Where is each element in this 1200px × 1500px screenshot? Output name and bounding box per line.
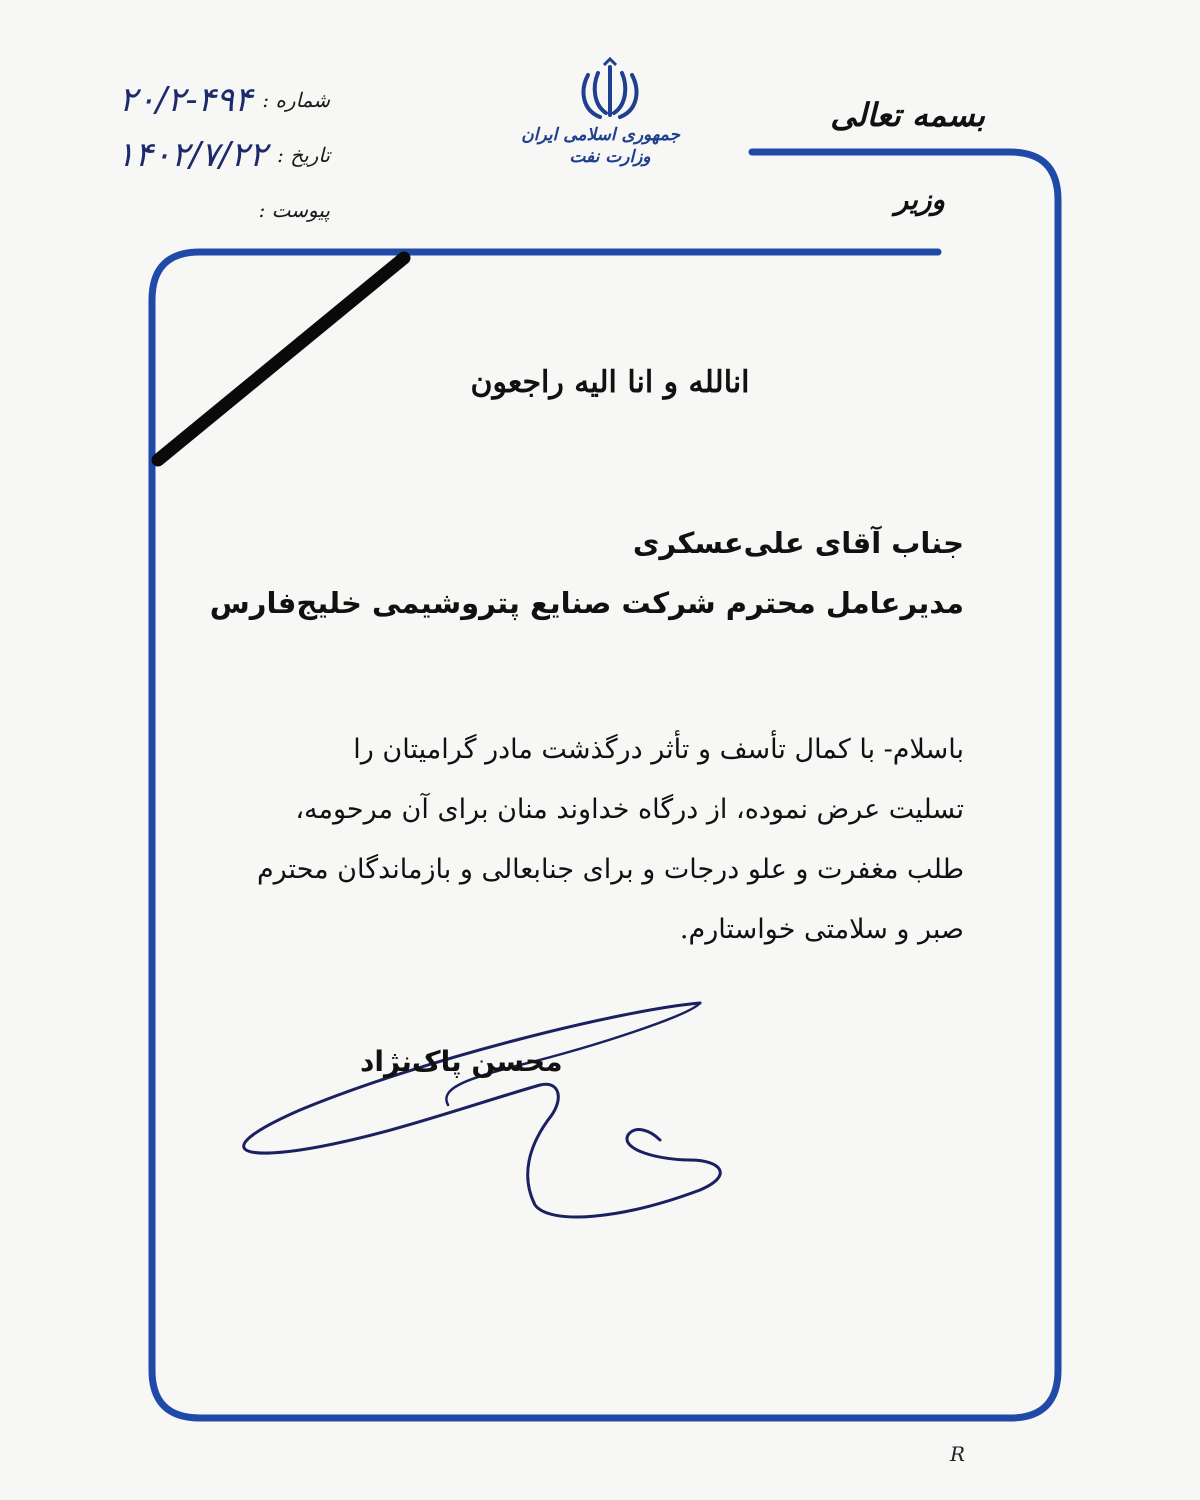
letter-attachment-row: [259, 198, 330, 222]
letter-date-row: [116, 135, 330, 175]
emblem-ministry-name: وزارت نفت: [569, 147, 651, 167]
signature-scribble: [244, 1003, 721, 1217]
signer-name: محسن پاک‌نژاد: [360, 1045, 563, 1078]
letter-number-label: شماره :: [262, 88, 330, 112]
bismillah-heading: بسمه تعالی: [830, 96, 985, 134]
letter-body-line: باسلام- با کمال تأسف و تأثر درگذشت مادر گرامیتان را: [353, 734, 964, 765]
recipient-name: جناب آقای علی‌عسکری: [632, 526, 964, 560]
mourning-band: [158, 258, 404, 460]
letter-body-line: صبر و سلامتی خواستارم.: [679, 914, 964, 945]
letter-body: [256, 720, 964, 960]
letter-date-label: تاریخ :: [277, 143, 330, 167]
letter-body-line: تسلیت عرض نموده، از درگاه خداوند منان برای آن مرحومه،: [295, 794, 964, 825]
letter-body-line: طلب مغفرت و علو درجات و برای جنابعالی و بازماندگان محترم: [256, 854, 964, 885]
iran-emblem-icon: [584, 59, 637, 117]
letter-attachment-label: پیوست :: [258, 198, 330, 222]
letter-date-value: ۱۴۰۲/۷/۲۲: [116, 135, 268, 175]
footer-mark: R: [950, 1442, 966, 1466]
ministry-emblem: [521, 124, 680, 168]
letter-number-row: [119, 80, 330, 120]
position-title: وزیر: [894, 183, 945, 216]
emblem-country-name: جمهوری اسلامی ایران: [521, 125, 680, 145]
recipient-title: مدیرعامل محترم شرکت صنایع پتروشیمی خلیج‌فارس: [209, 586, 964, 620]
letter-number-value: ۲۰/۲-۴۹۴: [119, 80, 253, 120]
condolence-opening: انالله و انا الیه راجعون: [470, 365, 750, 400]
